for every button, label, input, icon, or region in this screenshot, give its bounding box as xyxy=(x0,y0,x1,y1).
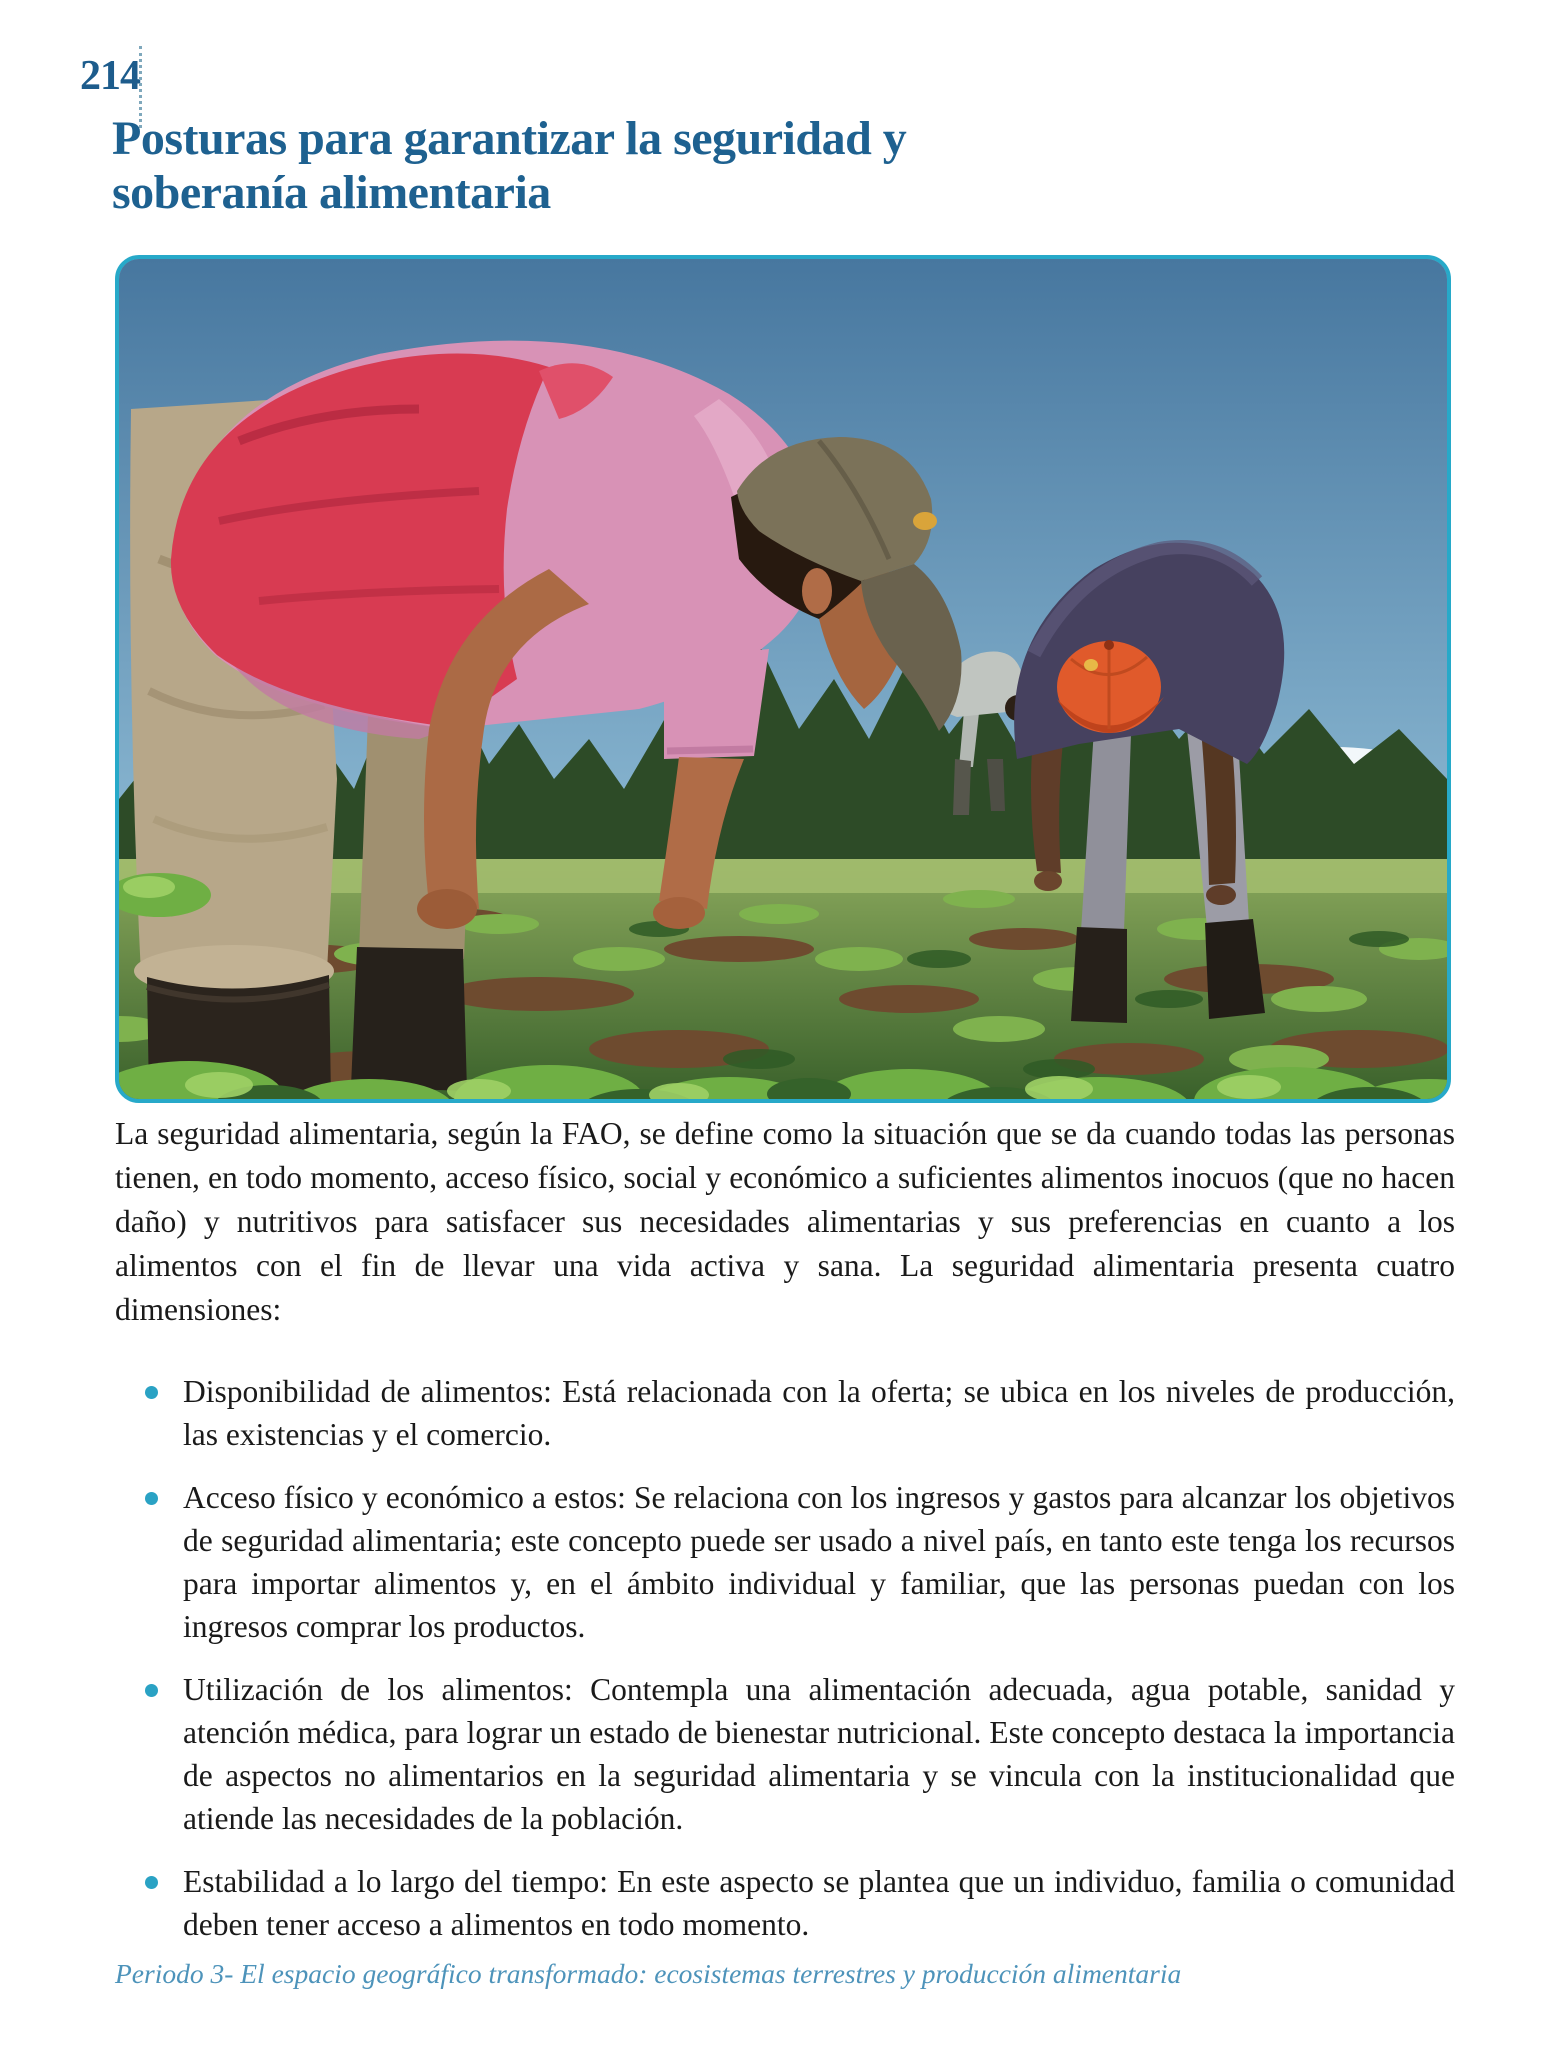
page-title: Posturas para garantizar la seguridad y soberanía alimentaria xyxy=(112,112,907,220)
dimensions-list xyxy=(115,1370,1455,1966)
footer-running-title: Periodo 3- El espacio geográfico transformado: ecosistemas terrestres y producción alimentaria xyxy=(115,1958,1182,1989)
field-workers-photo xyxy=(115,255,1451,1103)
list-item-acceso: Acceso físico y económico a estos: Se relaciona con los ingresos y gastos para alcanzar los objetivos de seguridad alimentaria; este concepto puede ser usado a nivel país, en tanto este tenga los recursos para importar alimentos y, en el ámbito individual y familiar, que las personas puedan con los ingresos comprar los productos. xyxy=(115,1476,1455,1648)
page-number: 214 xyxy=(80,53,140,99)
list-item-utilizacion: Utilización de los alimentos: Contempla una alimentación adecuada, agua potable, sanidad y atención médica, para lograr un estado de bienestar nutricional. Este concepto destaca la importancia de aspectos no alimentarios en la seguridad alimentaria y se vincula con la institucionalidad que atiende las necesidades de la población. xyxy=(115,1668,1455,1840)
list-item-disponibilidad: Disponibilidad de alimentos: Está relacionada con la oferta; se ubica en los niveles de producción, las existencias y el comercio. xyxy=(115,1370,1455,1456)
list-item-estabilidad: Estabilidad a lo largo del tiempo: En este aspecto se plantea que un individuo, familia o comunidad deben tener acceso a alimentos en todo momento. xyxy=(115,1860,1455,1946)
intro-paragraph: La seguridad alimentaria, según la FAO, se define como la situación que se da cuando todas las personas tienen, en todo momento, acceso físico, social y económico a suficientes alimentos inocuos (que no hacen daño) y nutritivos para satisfacer sus necesidades alimentarias y sus preferencias en cuanto a los alimentos con el fin de llevar una vida activa y sana. La seguridad alimentaria presenta cuatro dimensiones: xyxy=(115,1116,1455,1327)
field-workers-illustration xyxy=(119,259,1447,1099)
